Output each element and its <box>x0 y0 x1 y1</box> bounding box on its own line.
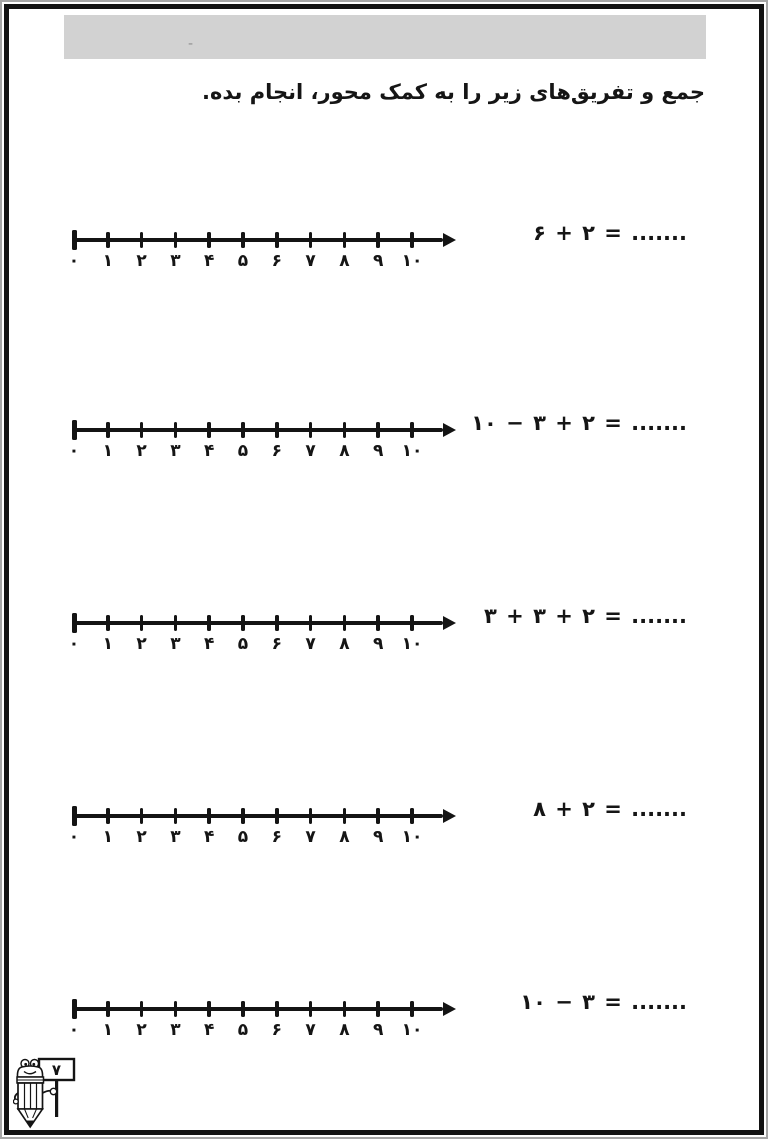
tick-mark <box>309 615 313 631</box>
tick-label: ۱۰ <box>401 827 423 847</box>
tick-mark <box>207 422 211 438</box>
tick-label: ۶ <box>271 1020 282 1040</box>
header-dash: - <box>188 36 194 52</box>
tick-mark <box>106 1001 110 1017</box>
tick-label: ۸ <box>339 251 350 271</box>
tick-label: ۲ <box>136 441 147 461</box>
tick-mark <box>241 1001 245 1017</box>
tick-label: ۵ <box>237 634 249 654</box>
tick-mark <box>106 615 110 631</box>
tick-label: ۵ <box>237 251 249 271</box>
tick-mark <box>72 230 77 250</box>
page-number: ۷ <box>51 1061 62 1079</box>
tick-label: ۷ <box>305 251 316 271</box>
tick-mark <box>207 808 211 824</box>
sign-pole <box>55 1080 58 1117</box>
arrow-right-icon <box>443 1002 456 1016</box>
equation-2: ۱۰ − ۳ + ۲ = ....... <box>471 411 687 435</box>
tick-mark <box>106 422 110 438</box>
tick-label: ۱ <box>102 441 113 461</box>
tick-mark <box>410 808 414 824</box>
tick-mark <box>376 615 380 631</box>
tick-mark <box>343 808 347 824</box>
tick-mark <box>174 615 178 631</box>
tick-label: ۴ <box>203 827 215 847</box>
tick-mark <box>376 232 380 248</box>
arrow-right-icon <box>443 423 456 437</box>
tick-mark <box>410 1001 414 1017</box>
tick-label: ۹ <box>372 827 384 847</box>
tick-mark <box>376 422 380 438</box>
tick-mark <box>275 808 279 824</box>
tick-label: ۹ <box>372 251 384 271</box>
equation-5: ۱۰ − ۳ = ....... <box>520 990 687 1014</box>
tick-mark <box>241 422 245 438</box>
equation-3: ۳ + ۳ + ۲ = ....... <box>484 604 687 628</box>
number-line <box>68 808 456 856</box>
tick-mark <box>174 232 178 248</box>
equation-1: ۶ + ۲ = ....... <box>533 221 687 245</box>
tick-label: ۰ <box>68 1020 80 1040</box>
number-line <box>68 422 456 470</box>
tick-label: ۹ <box>372 634 384 654</box>
tick-label: ۷ <box>305 1020 316 1040</box>
tick-mark <box>174 1001 178 1017</box>
tick-label: ۴ <box>203 251 215 271</box>
tick-label: ۱۰ <box>401 251 423 271</box>
tick-label: ۶ <box>271 634 282 654</box>
tick-label: ۲ <box>136 1020 147 1040</box>
tick-label: ۵ <box>237 1020 249 1040</box>
tick-label: ۱ <box>102 634 113 654</box>
tick-label: ۸ <box>339 441 350 461</box>
tick-mark <box>343 232 347 248</box>
tick-mark <box>174 422 178 438</box>
tick-label: ۶ <box>271 441 282 461</box>
tick-label: ۱۰ <box>401 634 423 654</box>
tick-label: ۳ <box>170 634 181 654</box>
tick-mark <box>174 808 178 824</box>
tick-mark <box>207 615 211 631</box>
tick-mark <box>376 1001 380 1017</box>
tick-label: ۱ <box>102 251 113 271</box>
tick-mark <box>207 232 211 248</box>
number-line <box>68 232 456 280</box>
tick-label: ۷ <box>305 441 316 461</box>
worksheet-title: جمع و تفریق‌های زیر را به کمک محور، انجام بده. <box>202 80 705 104</box>
tick-label: ۵ <box>237 441 249 461</box>
tick-mark <box>241 615 245 631</box>
tick-label: ۵ <box>237 827 249 847</box>
tick-label: ۳ <box>170 251 181 271</box>
tick-label: ۶ <box>271 827 282 847</box>
tick-label: ۲ <box>136 251 147 271</box>
tick-mark <box>275 1001 279 1017</box>
tick-mark <box>309 808 313 824</box>
tick-mark <box>410 232 414 248</box>
tick-label: ۱ <box>102 827 113 847</box>
tick-label: ۳ <box>170 441 181 461</box>
page-frame-border <box>4 4 764 1135</box>
tick-label: ۰ <box>68 441 80 461</box>
tick-mark <box>106 232 110 248</box>
tick-mark <box>410 422 414 438</box>
tick-label: ۲ <box>136 827 147 847</box>
number-line-axis <box>72 1007 443 1011</box>
tick-label: ۰ <box>68 634 80 654</box>
number-line <box>68 615 456 663</box>
tick-label: ۴ <box>203 441 215 461</box>
tick-mark <box>140 615 144 631</box>
tick-label: ۶ <box>271 251 282 271</box>
tick-label: ۰ <box>68 251 80 271</box>
tick-label: ۷ <box>305 827 316 847</box>
tick-label: ۰ <box>68 827 80 847</box>
tick-mark <box>72 420 77 440</box>
tick-label: ۸ <box>339 1020 350 1040</box>
number-line-axis <box>72 428 443 432</box>
tick-mark <box>140 1001 144 1017</box>
tick-mark <box>376 808 380 824</box>
tick-mark <box>309 232 313 248</box>
tick-mark <box>241 232 245 248</box>
number-line <box>68 1001 456 1049</box>
tick-label: ۲ <box>136 634 147 654</box>
pencil-mascot-icon <box>13 1056 77 1130</box>
tick-label: ۹ <box>372 441 384 461</box>
arrow-right-icon <box>443 809 456 823</box>
tick-label: ۱ <box>102 1020 113 1040</box>
tick-mark <box>72 613 77 633</box>
tick-mark <box>140 808 144 824</box>
tick-label: ۹ <box>372 1020 384 1040</box>
tick-mark <box>343 1001 347 1017</box>
arrow-right-icon <box>443 233 456 247</box>
tick-mark <box>140 422 144 438</box>
tick-mark <box>343 615 347 631</box>
tick-label: ۳ <box>170 827 181 847</box>
tick-mark <box>207 1001 211 1017</box>
tick-mark <box>106 808 110 824</box>
number-line-axis <box>72 238 443 242</box>
header-bar <box>64 15 706 59</box>
tick-mark <box>275 615 279 631</box>
tick-label: ۸ <box>339 634 350 654</box>
tick-mark <box>410 615 414 631</box>
tick-mark <box>309 422 313 438</box>
tick-mark <box>275 422 279 438</box>
tick-mark <box>140 232 144 248</box>
tick-label: ۴ <box>203 634 215 654</box>
tick-mark <box>241 808 245 824</box>
number-line-axis <box>72 621 443 625</box>
tick-label: ۱۰ <box>401 441 423 461</box>
tick-mark <box>72 999 77 1019</box>
tick-mark <box>72 806 77 826</box>
tick-mark <box>309 1001 313 1017</box>
tick-label: ۴ <box>203 1020 215 1040</box>
tick-label: ۷ <box>305 634 316 654</box>
tick-label: ۳ <box>170 1020 181 1040</box>
tick-mark <box>275 232 279 248</box>
number-line-axis <box>72 814 443 818</box>
arrow-right-icon <box>443 616 456 630</box>
tick-label: ۱۰ <box>401 1020 423 1040</box>
equation-4: ۸ + ۲ = ....... <box>533 797 687 821</box>
tick-mark <box>343 422 347 438</box>
tick-label: ۸ <box>339 827 350 847</box>
